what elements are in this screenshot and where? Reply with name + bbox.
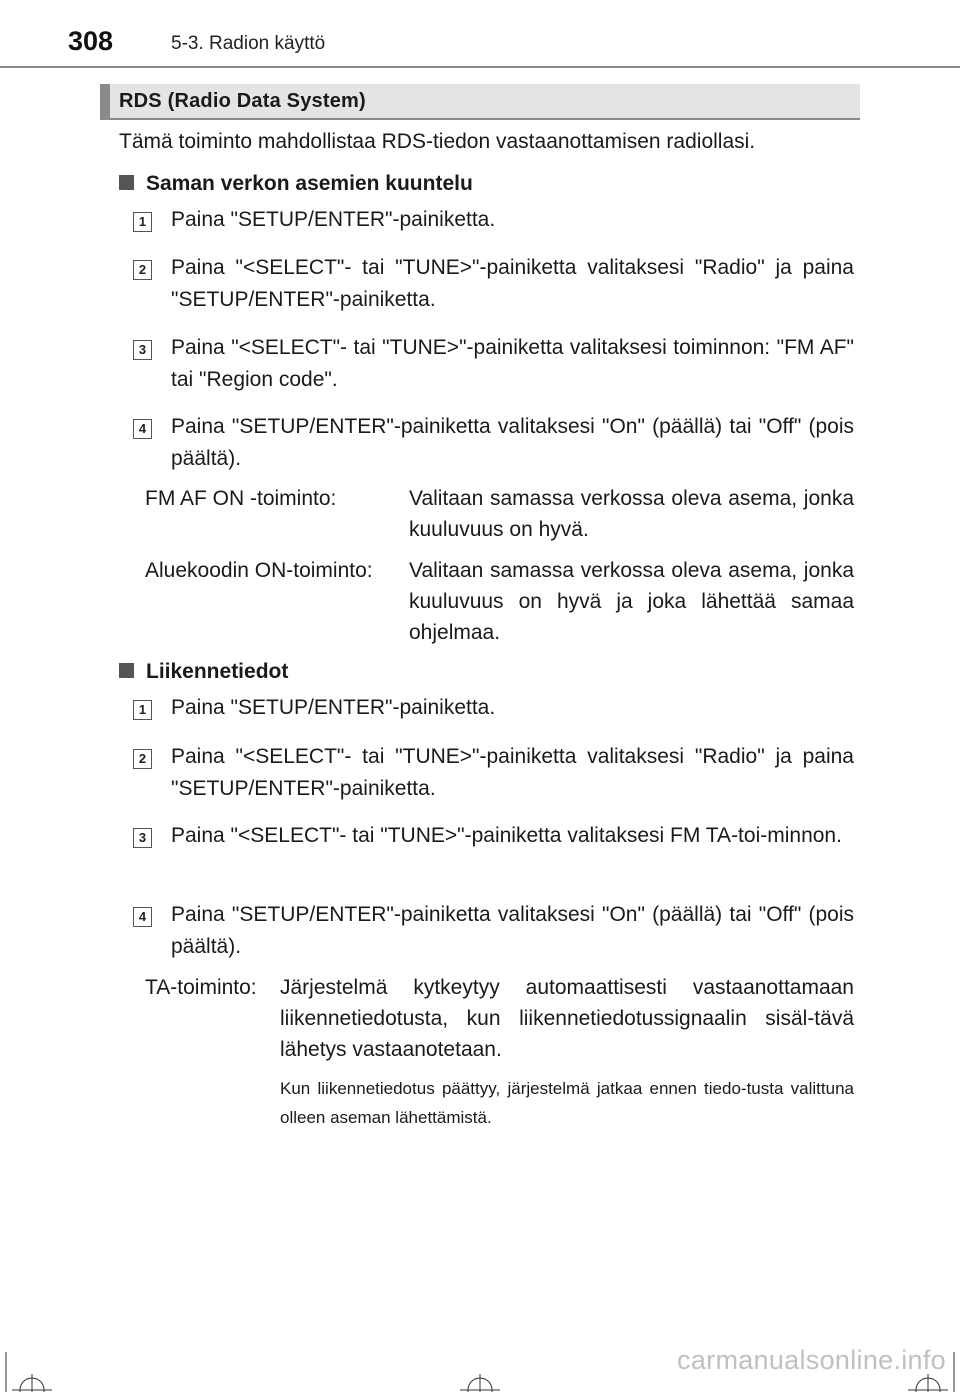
step-number-badge: 2 — [133, 749, 152, 769]
step-text: Paina "SETUP/ENTER"-painiketta. — [171, 208, 496, 231]
subsection-heading-text: Liikennetiedot — [146, 660, 289, 683]
watermark: carmanualsonline.info — [677, 1345, 946, 1375]
page-number: 308 — [68, 26, 114, 56]
definition-term: FM AF ON -toiminto: — [145, 487, 337, 510]
chapter-title: 5-3. Radion käyttö — [171, 33, 326, 54]
step-text: Paina "<SELECT"- tai "TUNE>"-painiketta valitaksesi "Radio" ja paina "SETUP/ENTER"-painiketta. — [171, 745, 854, 800]
subsection-heading-network — [119, 172, 473, 196]
page-header — [0, 0, 960, 70]
section-intro: Tämä toiminto mahdollistaa RDS-tiedon vastaanottamisen radiollasi. — [119, 130, 756, 153]
square-bullet-icon — [119, 663, 134, 678]
square-bullet-icon — [119, 175, 134, 190]
step-number-badge: 3 — [133, 828, 152, 848]
subsection-heading-text: Saman verkon asemien kuuntelu — [146, 172, 473, 195]
subsection-heading-traffic — [119, 660, 288, 684]
step-text: Paina "<SELECT"- tai "TUNE>"-painiketta valitaksesi FM TA-toi-minnon. — [171, 824, 842, 847]
section-title: RDS (Radio Data System) — [119, 90, 366, 112]
step-number-badge: 2 — [133, 260, 152, 280]
step-number-badge: 4 — [133, 419, 152, 439]
step-text: Paina "SETUP/ENTER"-painiketta. — [171, 696, 496, 719]
title-accent — [100, 84, 110, 118]
definition-text: Järjestelmä kytkeytyy automaattisesti vastaanottamaan liikennetiedotusta, kun liikennetiedotussignaalin sisäl-tävä lähetys vastaanotetaan. — [280, 976, 854, 1061]
definition-text: Valitaan samassa verkossa oleva asema, jonka kuuluvuus on hyvä ja joka lähettää samaa ohjelmaa. — [409, 559, 854, 644]
step-number-badge: 3 — [133, 340, 152, 360]
header-divider — [0, 66, 960, 68]
step-text: Paina "SETUP/ENTER"-painiketta valitaksesi "On" (päällä) tai "Off" (pois päältä). — [171, 903, 854, 958]
step-text: Paina "SETUP/ENTER"-painiketta valitaksesi "On" (päällä) tai "Off" (pois päältä). — [171, 415, 854, 470]
step-number-badge: 4 — [133, 907, 152, 927]
step-text: Paina "<SELECT"- tai "TUNE>"-painiketta valitaksesi "Radio" ja paina "SETUP/ENTER"-painiketta. — [171, 256, 854, 311]
definition-term: Aluekoodin ON-toiminto: — [145, 559, 373, 582]
note-text: Kun liikennetiedotus päättyy, järjestelmä jatkaa ennen tiedo-tusta valittuna olleen aseman lähettämistä. — [280, 1079, 854, 1127]
definition-term: TA-toiminto: — [145, 976, 257, 999]
definition-text: Valitaan samassa verkossa oleva asema, jonka kuuluvuus on hyvä. — [409, 487, 854, 541]
step-number-badge: 1 — [133, 700, 152, 720]
step-number-badge: 1 — [133, 212, 152, 232]
section-title-bar — [100, 84, 860, 120]
step-text: Paina "<SELECT"- tai "TUNE>"-painiketta valitaksesi toiminnon: "FM AF" tai "Region code". — [171, 336, 854, 391]
